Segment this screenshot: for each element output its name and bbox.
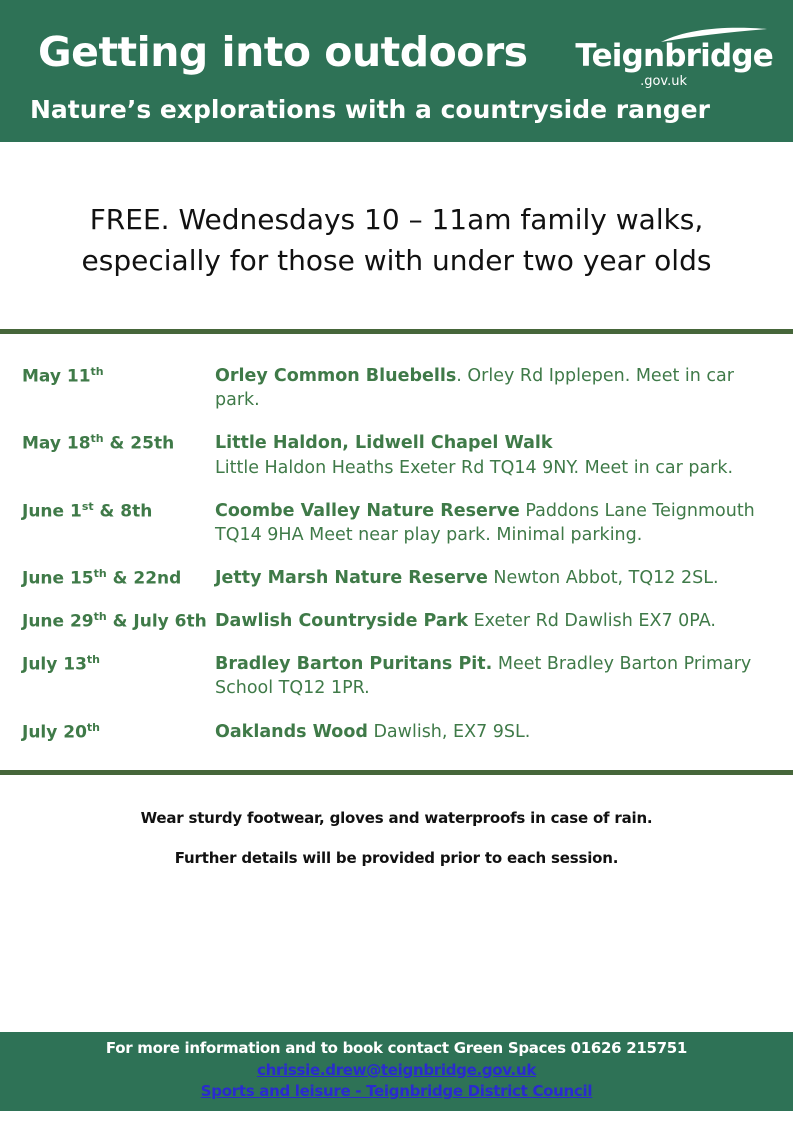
entry-detail: Little Haldon Heaths Exeter Rd TQ14 9NY. Meet in car park. <box>215 457 734 478</box>
entry-text <box>215 431 771 479</box>
footer-contact-line <box>0 1038 793 1082</box>
page-header <box>0 0 793 142</box>
note-clothing: Wear sturdy footwear, gloves and waterproofs in case of rain. <box>140 808 653 827</box>
intro-line-1: FREE. Wednesdays 10 – 11am family walks, <box>89 203 704 236</box>
entry-text <box>215 566 771 590</box>
schedule-list <box>0 334 793 744</box>
entry-detail: Meet Bradley Barton Primary School TQ12 1PR. <box>215 654 752 699</box>
page-title: Getting into outdoors <box>38 28 528 76</box>
page-footer <box>0 1032 793 1111</box>
entry-text <box>215 609 771 633</box>
list-item <box>22 364 771 412</box>
entry-date: May 11th <box>22 365 104 387</box>
notes-block <box>0 775 793 867</box>
logo-domain: .gov.uk <box>640 74 687 89</box>
entry-detail: Exeter Rd Dawlish EX7 0PA. <box>468 611 716 632</box>
list-item <box>22 720 771 744</box>
entry-text <box>215 364 771 412</box>
entry-title: Bradley Barton Puritans Pit. <box>215 654 493 675</box>
entry-date: July 13th <box>22 653 101 675</box>
page-subtitle: Nature’s explorations with a countryside ranger <box>30 95 710 124</box>
entry-date: June 29th & July 6th <box>22 610 207 632</box>
entry-title: Little Haldon, Lidwell Chapel Walk <box>215 433 553 454</box>
entry-date: July 20th <box>22 720 101 743</box>
entry-detail: Newton Abbot, TQ12 2SL. <box>487 568 719 589</box>
entry-text <box>215 499 771 547</box>
entry-date: June 15th & 22nd <box>22 567 182 589</box>
email-link[interactable]: chrissie.drew@teignbridge.gov.uk <box>256 1060 537 1079</box>
list-item <box>22 499 771 547</box>
note-details: Further details will be provided prior to each session. <box>174 848 619 867</box>
department-link[interactable]: Sports and leisure - Teignbridge District Council <box>200 1082 593 1101</box>
list-item <box>22 652 771 700</box>
entry-title: Dawlish Countryside Park <box>215 611 468 632</box>
list-item <box>22 566 771 590</box>
entry-detail: . Orley Rd Ipplepen. Meet in car park. <box>215 366 734 411</box>
entry-date: June 1st & 8th <box>22 499 153 522</box>
entry-title: Coombe Valley Nature Reserve <box>215 500 520 521</box>
entry-title: Orley Common Bluebells <box>215 366 457 387</box>
footer-department-line <box>0 1081 793 1103</box>
entry-text <box>215 720 771 744</box>
list-item <box>22 609 771 633</box>
entry-title: Oaklands Wood <box>215 721 368 742</box>
teignbridge-logo <box>575 26 773 98</box>
entry-title: Jetty Marsh Nature Reserve <box>215 568 488 589</box>
entry-text <box>215 652 771 700</box>
intro-line-2: especially for those with under two year olds <box>81 243 712 277</box>
logo-wordmark: Teignbridge <box>575 38 773 74</box>
list-item <box>22 431 771 479</box>
entry-date: May 18th & 25th <box>22 432 175 455</box>
entry-detail: Paddons Lane Teignmouth TQ14 9HA Meet near play park. Minimal parking. <box>215 500 755 545</box>
entry-detail: Dawlish, EX7 9SL. <box>367 721 531 742</box>
intro-block <box>0 200 793 281</box>
footer-contact-text: For more information and to book contact Green Spaces 01626 215751 <box>105 1038 688 1057</box>
